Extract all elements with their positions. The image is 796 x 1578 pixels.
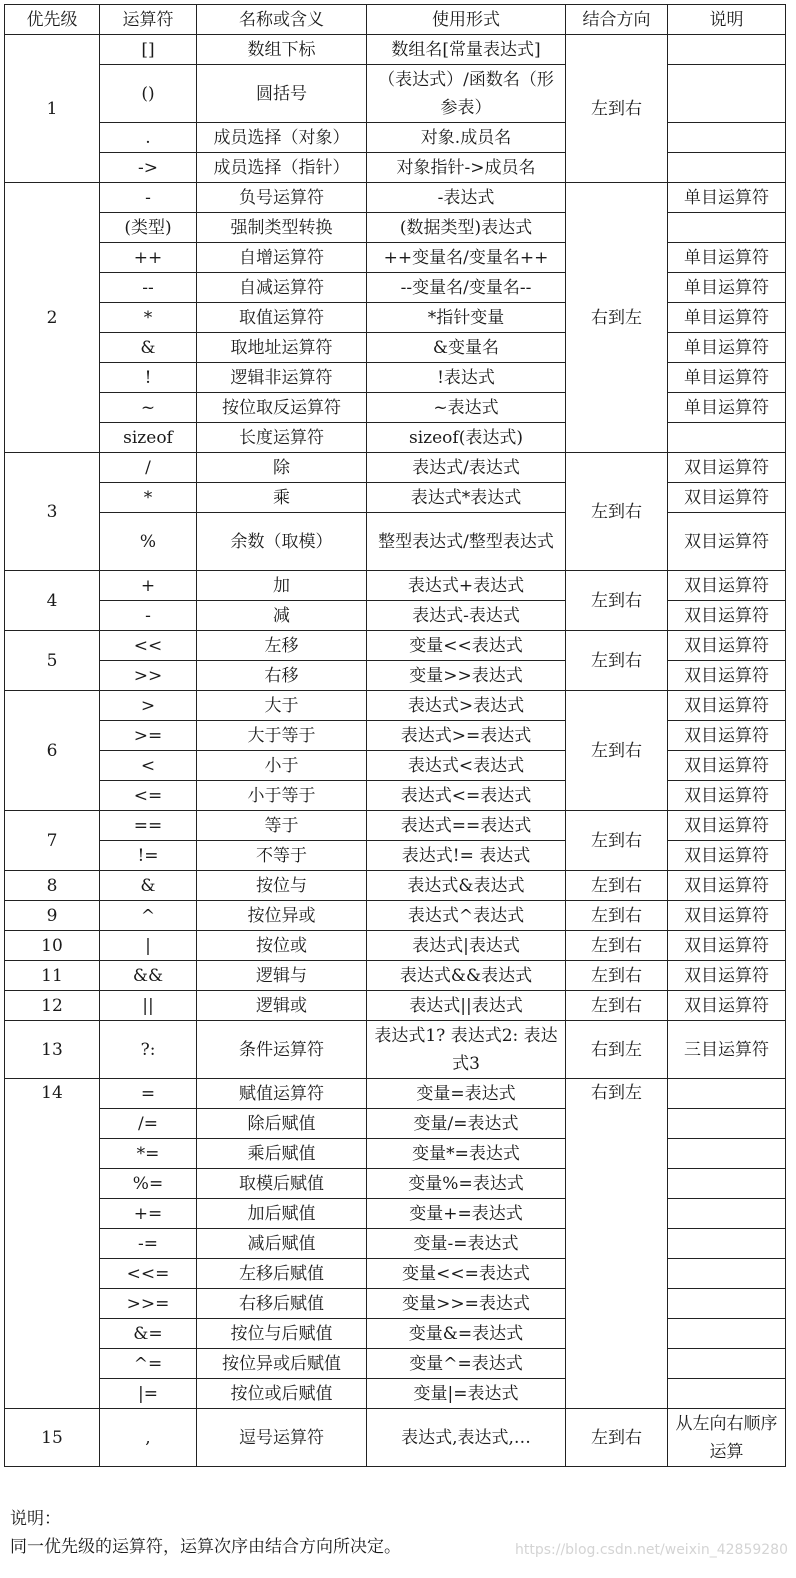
associativity-cell: 右到左 (566, 183, 668, 453)
remark-cell (668, 1319, 786, 1349)
name-cell: 取模后赋值 (197, 1169, 367, 1199)
priority-cell: 8 (5, 871, 100, 901)
remark-cell: 从左向右顺序运算 (668, 1409, 786, 1467)
usage-cell: 表达式1? 表达式2: 表达式3 (367, 1021, 566, 1079)
priority-cell: 15 (5, 1409, 100, 1467)
usage-cell: 变量>>=表达式 (367, 1289, 566, 1319)
remark-cell: 双目运算符 (668, 961, 786, 991)
table-row (5, 213, 786, 243)
operator-cell: & (100, 333, 197, 363)
usage-cell: 表达式<表达式 (367, 751, 566, 781)
table-row (5, 153, 786, 183)
priority-cell: 10 (5, 931, 100, 961)
table-row (5, 183, 786, 213)
name-cell: 负号运算符 (197, 183, 367, 213)
remark-cell: 双目运算符 (668, 483, 786, 513)
remark-cell: 双目运算符 (668, 661, 786, 691)
remark-cell: 双目运算符 (668, 931, 786, 961)
usage-cell: 变量<<=表达式 (367, 1259, 566, 1289)
remark-cell: 双目运算符 (668, 721, 786, 751)
usage-cell: （表达式）/函数名（形参表） (367, 65, 566, 123)
remark-cell: 单目运算符 (668, 333, 786, 363)
usage-cell: (数据类型)表达式 (367, 213, 566, 243)
table-row (5, 1319, 786, 1349)
usage-cell: 变量|=表达式 (367, 1379, 566, 1409)
operator-cell: | (100, 931, 197, 961)
remark-cell (668, 1079, 786, 1109)
operator-cell: || (100, 991, 197, 1021)
name-cell: 除 (197, 453, 367, 483)
name-cell: 按位或 (197, 931, 367, 961)
table-row (5, 661, 786, 691)
name-cell: 逻辑非运算符 (197, 363, 367, 393)
remark-cell: 双目运算符 (668, 991, 786, 1021)
priority-cell: 5 (5, 631, 100, 691)
remark-cell: 双目运算符 (668, 453, 786, 483)
usage-cell: --变量名/变量名-- (367, 273, 566, 303)
table-row (5, 513, 786, 571)
operator-cell: &= (100, 1319, 197, 1349)
associativity-cell: 左到右 (566, 931, 668, 961)
usage-cell: 变量%=表达式 (367, 1169, 566, 1199)
usage-cell: 对象.成员名 (367, 123, 566, 153)
operator-cell: != (100, 841, 197, 871)
remark-cell (668, 213, 786, 243)
usage-cell: 表达式*表达式 (367, 483, 566, 513)
table-row (5, 1409, 786, 1467)
table-row (5, 1379, 786, 1409)
usage-cell: 表达式>表达式 (367, 691, 566, 721)
operator-cell: - (100, 601, 197, 631)
table-row (5, 35, 786, 65)
name-cell: 成员选择（对象） (197, 123, 367, 153)
remark-cell: 单目运算符 (668, 183, 786, 213)
usage-cell: 表达式/表达式 (367, 453, 566, 483)
operator-cell: >> (100, 661, 197, 691)
operator-cell: -- (100, 273, 197, 303)
operator-cell: >>= (100, 1289, 197, 1319)
associativity-cell: 左到右 (566, 961, 668, 991)
operator-cell: ?: (100, 1021, 197, 1079)
priority-cell: 11 (5, 961, 100, 991)
remark-cell (668, 1379, 786, 1409)
table-row (5, 991, 786, 1021)
remark-cell (668, 65, 786, 123)
priority-cell: 2 (5, 183, 100, 453)
remark-cell (668, 1169, 786, 1199)
remark-cell: 双目运算符 (668, 601, 786, 631)
name-cell: 左移后赋值 (197, 1259, 367, 1289)
remark-cell (668, 1259, 786, 1289)
table-row (5, 1349, 786, 1379)
table-row (5, 423, 786, 453)
name-cell: 大于等于 (197, 721, 367, 751)
table-row (5, 721, 786, 751)
operator-cell: %= (100, 1169, 197, 1199)
table-row (5, 1109, 786, 1139)
footnote (10, 1505, 401, 1561)
usage-cell: 表达式||表达式 (367, 991, 566, 1021)
table-row (5, 781, 786, 811)
name-cell: 取值运算符 (197, 303, 367, 333)
usage-cell: -表达式 (367, 183, 566, 213)
usage-cell: *指针变量 (367, 303, 566, 333)
header-row (5, 5, 786, 35)
remark-cell (668, 153, 786, 183)
operator-cell: -> (100, 153, 197, 183)
associativity-cell: 左到右 (566, 1409, 668, 1467)
name-cell: 小于 (197, 751, 367, 781)
name-cell: 不等于 (197, 841, 367, 871)
name-cell: 按位异或后赋值 (197, 1349, 367, 1379)
usage-cell: 变量*=表达式 (367, 1139, 566, 1169)
footnote-title: 说明： (10, 1509, 61, 1529)
table-row (5, 333, 786, 363)
associativity-cell: 右到左 (566, 1021, 668, 1079)
operator-cell: ~ (100, 393, 197, 423)
table-row (5, 453, 786, 483)
header-operator: 运算符 (100, 5, 197, 35)
operator-cell: ! (100, 363, 197, 393)
remark-cell (668, 123, 786, 153)
priority-cell: 9 (5, 901, 100, 931)
operator-cell: / (100, 453, 197, 483)
operator-cell: > (100, 691, 197, 721)
table-row (5, 961, 786, 991)
name-cell: 按位与 (197, 871, 367, 901)
remark-cell: 双目运算符 (668, 841, 786, 871)
operator-cell: <= (100, 781, 197, 811)
remark-cell: 单目运算符 (668, 393, 786, 423)
usage-cell: ~表达式 (367, 393, 566, 423)
name-cell: 按位或后赋值 (197, 1379, 367, 1409)
name-cell: 乘 (197, 483, 367, 513)
operator-precedence-table (4, 4, 786, 1467)
name-cell: 右移后赋值 (197, 1289, 367, 1319)
remark-cell: 双目运算符 (668, 631, 786, 661)
watermark: https://blog.csdn.net/weixin_42859280 (514, 1542, 788, 1558)
header-priority: 优先级 (5, 5, 100, 35)
remark-cell (668, 1289, 786, 1319)
operator-cell: ^= (100, 1349, 197, 1379)
remark-cell: 双目运算符 (668, 901, 786, 931)
remark-cell (668, 1139, 786, 1169)
name-cell: 左移 (197, 631, 367, 661)
priority-cell: 4 (5, 571, 100, 631)
header-usage: 使用形式 (367, 5, 566, 35)
table-row (5, 1199, 786, 1229)
table-row (5, 1079, 786, 1109)
operator-cell: >= (100, 721, 197, 751)
operator-cell: = (100, 1079, 197, 1109)
name-cell: 减 (197, 601, 367, 631)
operator-cell: /= (100, 1109, 197, 1139)
table-row (5, 123, 786, 153)
operator-cell: . (100, 123, 197, 153)
name-cell: 成员选择（指针） (197, 153, 367, 183)
operator-cell: += (100, 1199, 197, 1229)
name-cell: 加后赋值 (197, 1199, 367, 1229)
usage-cell: 变量>>表达式 (367, 661, 566, 691)
priority-cell: 3 (5, 453, 100, 571)
name-cell: 余数（取模） (197, 513, 367, 571)
operator-cell: |= (100, 1379, 197, 1409)
remark-cell: 双目运算符 (668, 691, 786, 721)
table-row (5, 1229, 786, 1259)
priority-cell: 7 (5, 811, 100, 871)
table-row (5, 751, 786, 781)
associativity-cell: 右到左 (566, 1079, 668, 1409)
operator-cell: -= (100, 1229, 197, 1259)
operator-cell: < (100, 751, 197, 781)
usage-cell: 表达式==表达式 (367, 811, 566, 841)
header-associativity: 结合方向 (566, 5, 668, 35)
remark-cell: 双目运算符 (668, 751, 786, 781)
name-cell: 按位取反运算符 (197, 393, 367, 423)
operator-cell: * (100, 483, 197, 513)
usage-cell: 表达式&表达式 (367, 871, 566, 901)
usage-cell: 变量<<表达式 (367, 631, 566, 661)
operator-cell: - (100, 183, 197, 213)
name-cell: 除后赋值 (197, 1109, 367, 1139)
operator-cell: & (100, 871, 197, 901)
name-cell: 取地址运算符 (197, 333, 367, 363)
table-row (5, 1259, 786, 1289)
usage-cell: 变量/=表达式 (367, 1109, 566, 1139)
usage-cell: 数组名[常量表达式] (367, 35, 566, 65)
operator-cell: (类型) (100, 213, 197, 243)
name-cell: 按位异或 (197, 901, 367, 931)
table-row (5, 273, 786, 303)
associativity-cell: 左到右 (566, 901, 668, 931)
table-row (5, 631, 786, 661)
associativity-cell: 左到右 (566, 991, 668, 1021)
remark-cell (668, 1109, 786, 1139)
table-row (5, 1139, 786, 1169)
name-cell: 逻辑与 (197, 961, 367, 991)
name-cell: 减后赋值 (197, 1229, 367, 1259)
usage-cell: 表达式+表达式 (367, 571, 566, 601)
table-row (5, 841, 786, 871)
usage-cell: 整型表达式/整型表达式 (367, 513, 566, 571)
associativity-cell: 左到右 (566, 811, 668, 871)
usage-cell: ++变量名/变量名++ (367, 243, 566, 273)
operator-cell: [] (100, 35, 197, 65)
name-cell: 乘后赋值 (197, 1139, 367, 1169)
remark-cell (668, 1349, 786, 1379)
remark-cell (668, 423, 786, 453)
remark-cell: 双目运算符 (668, 781, 786, 811)
usage-cell: 表达式<=表达式 (367, 781, 566, 811)
remark-cell (668, 35, 786, 65)
table-row (5, 393, 786, 423)
operator-cell: && (100, 961, 197, 991)
usage-cell: 变量-=表达式 (367, 1229, 566, 1259)
name-cell: 按位与后赋值 (197, 1319, 367, 1349)
remark-cell: 单目运算符 (668, 363, 786, 393)
operator-cell: == (100, 811, 197, 841)
priority-cell: 14 (5, 1079, 100, 1409)
priority-cell: 13 (5, 1021, 100, 1079)
usage-cell: sizeof(表达式) (367, 423, 566, 453)
usage-cell: &变量名 (367, 333, 566, 363)
usage-cell: 变量+=表达式 (367, 1199, 566, 1229)
table-row (5, 601, 786, 631)
usage-cell: 变量^=表达式 (367, 1349, 566, 1379)
name-cell: 圆括号 (197, 65, 367, 123)
remark-cell: 双目运算符 (668, 811, 786, 841)
name-cell: 条件运算符 (197, 1021, 367, 1079)
name-cell: 赋值运算符 (197, 1079, 367, 1109)
table-row (5, 691, 786, 721)
operator-cell: << (100, 631, 197, 661)
usage-cell: !表达式 (367, 363, 566, 393)
table-row (5, 901, 786, 931)
usage-cell: 表达式^表达式 (367, 901, 566, 931)
table-row (5, 1289, 786, 1319)
operator-cell: , (100, 1409, 197, 1467)
priority-cell: 6 (5, 691, 100, 811)
associativity-cell: 左到右 (566, 571, 668, 631)
operator-cell: % (100, 513, 197, 571)
name-cell: 自增运算符 (197, 243, 367, 273)
associativity-cell: 左到右 (566, 35, 668, 183)
operator-cell: * (100, 303, 197, 333)
usage-cell: 对象指针->成员名 (367, 153, 566, 183)
operator-cell: ++ (100, 243, 197, 273)
usage-cell: 变量&=表达式 (367, 1319, 566, 1349)
name-cell: 数组下标 (197, 35, 367, 65)
priority-cell: 1 (5, 35, 100, 183)
usage-cell: 表达式,表达式,… (367, 1409, 566, 1467)
name-cell: 大于 (197, 691, 367, 721)
operator-cell: () (100, 65, 197, 123)
priority-cell: 12 (5, 991, 100, 1021)
name-cell: 逗号运算符 (197, 1409, 367, 1467)
name-cell: 小于等于 (197, 781, 367, 811)
table-row (5, 811, 786, 841)
table-row (5, 931, 786, 961)
table-row (5, 483, 786, 513)
name-cell: 逻辑或 (197, 991, 367, 1021)
table-row (5, 571, 786, 601)
name-cell: 加 (197, 571, 367, 601)
remark-cell: 双目运算符 (668, 871, 786, 901)
name-cell: 强制类型转换 (197, 213, 367, 243)
table-row (5, 1021, 786, 1079)
usage-cell: 表达式-表达式 (367, 601, 566, 631)
usage-cell: 表达式|表达式 (367, 931, 566, 961)
table-row (5, 65, 786, 123)
usage-cell: 变量=表达式 (367, 1079, 566, 1109)
name-cell: 等于 (197, 811, 367, 841)
associativity-cell: 左到右 (566, 453, 668, 571)
remark-cell (668, 1199, 786, 1229)
usage-cell: 表达式&&表达式 (367, 961, 566, 991)
remark-cell: 单目运算符 (668, 303, 786, 333)
remark-cell (668, 1229, 786, 1259)
table-row (5, 871, 786, 901)
associativity-cell: 左到右 (566, 631, 668, 691)
name-cell: 右移 (197, 661, 367, 691)
footnote-text: 同一优先级的运算符，运算次序由结合方向所决定。 (10, 1537, 401, 1557)
table-row (5, 243, 786, 273)
associativity-cell: 左到右 (566, 871, 668, 901)
operator-cell: *= (100, 1139, 197, 1169)
operator-cell: <<= (100, 1259, 197, 1289)
operator-cell: ^ (100, 901, 197, 931)
usage-cell: 表达式>=表达式 (367, 721, 566, 751)
name-cell: 长度运算符 (197, 423, 367, 453)
operator-cell: sizeof (100, 423, 197, 453)
associativity-cell: 左到右 (566, 691, 668, 811)
table-row (5, 363, 786, 393)
header-remark: 说明 (668, 5, 786, 35)
remark-cell: 单目运算符 (668, 273, 786, 303)
remark-cell: 双目运算符 (668, 571, 786, 601)
usage-cell: 表达式!= 表达式 (367, 841, 566, 871)
table-row (5, 1169, 786, 1199)
table-row (5, 303, 786, 333)
remark-cell: 双目运算符 (668, 513, 786, 571)
header-name: 名称或含义 (197, 5, 367, 35)
remark-cell: 单目运算符 (668, 243, 786, 273)
remark-cell: 三目运算符 (668, 1021, 786, 1079)
name-cell: 自减运算符 (197, 273, 367, 303)
operator-cell: + (100, 571, 197, 601)
